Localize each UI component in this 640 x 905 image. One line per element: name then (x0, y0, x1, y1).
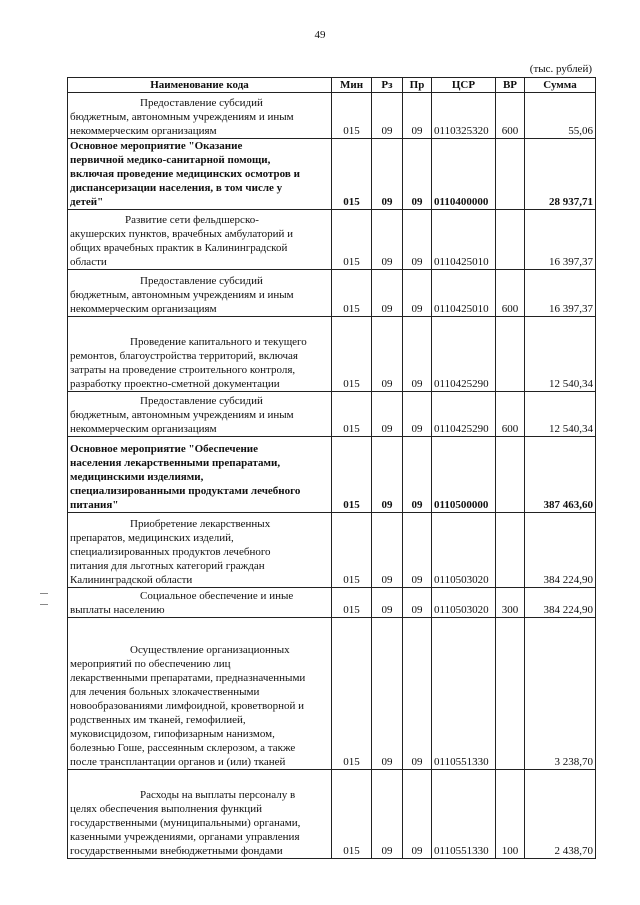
row-csr: 0110425010 (432, 210, 496, 270)
row-rz: 09 (372, 317, 403, 392)
header-csr: ЦСР (432, 78, 496, 93)
row-name: Осуществление организационных мероприятий по обеспечению лиц лекарственными препаратами, предназначенными для лечения больных злокачественными новообразованиями лимфоидной, кроветворной и родственных им тканей, гемофилией, муковисцидозом, гипофизарным нанизмом, болезнью Гоше, рассеянным склерозом, а также после трансплантации органов и (или) тканей (68, 618, 332, 770)
row-pr: 09 (403, 210, 432, 270)
row-sum: 384 224,90 (525, 588, 596, 618)
row-csr: 0110425290 (432, 392, 496, 437)
row-rz: 09 (372, 93, 403, 139)
page-number: 49 (314, 29, 326, 41)
header-name: Наименование кода (68, 78, 332, 93)
row-rz: 09 (372, 139, 403, 210)
row-pr: 09 (403, 513, 432, 588)
row-csr: 0110425290 (432, 317, 496, 392)
margin-mark (40, 593, 48, 594)
row-rz: 09 (372, 270, 403, 317)
row-rz: 09 (372, 513, 403, 588)
margin-mark (40, 604, 48, 605)
row-vr: 600 (496, 93, 525, 139)
row-name: Предоставление субсидий бюджетным, автономным учреждениям и иным некоммерческим организациям (68, 392, 332, 437)
row-min: 015 (332, 392, 372, 437)
row-csr: 0110325320 (432, 93, 496, 139)
row-vr (496, 437, 525, 513)
units-label: (тыс. рублей) (529, 63, 592, 75)
table-row (68, 210, 596, 270)
row-sum: 387 463,60 (525, 437, 596, 513)
row-name: Проведение капитального и текущего ремонтов, благоустройства территорий, включая затраты на проведение строительного контроля, разработку проектно-сметной документации (68, 317, 332, 392)
row-name: Основное мероприятие "Обеспечение населения лекарственными препаратами, медицинскими изделиями, специализированными продуктами лечебного питания" (68, 437, 332, 513)
row-vr (496, 513, 525, 588)
budget-table (67, 77, 596, 859)
row-sum: 16 397,37 (525, 270, 596, 317)
row-name: Приобретение лекарственных препаратов, медицинских изделий, специализированных продуктов лечебного питания для льготных категорий граждан Калининградской области (68, 513, 332, 588)
table-row (68, 317, 596, 392)
row-sum: 55,06 (525, 93, 596, 139)
header-min: Мин (332, 78, 372, 93)
row-min: 015 (332, 270, 372, 317)
row-min: 015 (332, 770, 372, 859)
row-min: 015 (332, 317, 372, 392)
row-vr (496, 317, 525, 392)
row-sum: 12 540,34 (525, 392, 596, 437)
row-csr: 0110551330 (432, 618, 496, 770)
row-sum: 384 224,90 (525, 513, 596, 588)
table-row (68, 513, 596, 588)
row-vr (496, 618, 525, 770)
table-row (68, 93, 596, 139)
row-pr: 09 (403, 93, 432, 139)
header-sum: Сумма (525, 78, 596, 93)
row-vr: 600 (496, 270, 525, 317)
row-name: Предоставление субсидий бюджетным, автономным учреждениям и иным некоммерческим организациям (68, 270, 332, 317)
row-csr: 0110425010 (432, 270, 496, 317)
row-min: 015 (332, 210, 372, 270)
table-header-row (68, 78, 596, 93)
row-rz: 09 (372, 588, 403, 618)
table-row (68, 139, 596, 210)
header-pr: Пр (403, 78, 432, 93)
row-rz: 09 (372, 210, 403, 270)
row-min: 015 (332, 618, 372, 770)
header-rz: Рз (372, 78, 403, 93)
header-vr: ВР (496, 78, 525, 93)
row-min: 015 (332, 437, 372, 513)
row-pr: 09 (403, 437, 432, 513)
row-pr: 09 (403, 392, 432, 437)
table-row (68, 588, 596, 618)
row-min: 015 (332, 513, 372, 588)
row-name: Социальное обеспечение и иные выплаты населению (68, 588, 332, 618)
row-sum: 2 438,70 (525, 770, 596, 859)
row-name: Основное мероприятие "Оказание первичной медико-санитарной помощи, включая проведение медицинских осмотров и диспансеризации населения, в том числе у детей" (68, 139, 332, 210)
row-pr: 09 (403, 317, 432, 392)
row-rz: 09 (372, 437, 403, 513)
row-sum: 3 238,70 (525, 618, 596, 770)
row-vr: 300 (496, 588, 525, 618)
table-row (68, 392, 596, 437)
row-rz: 09 (372, 392, 403, 437)
table-row (68, 270, 596, 317)
row-vr (496, 210, 525, 270)
row-min: 015 (332, 139, 372, 210)
row-sum: 16 397,37 (525, 210, 596, 270)
row-csr: 0110503020 (432, 513, 496, 588)
table-row (68, 618, 596, 770)
row-min: 015 (332, 588, 372, 618)
row-vr (496, 139, 525, 210)
table-row (68, 437, 596, 513)
row-csr: 0110500000 (432, 437, 496, 513)
table-row (68, 770, 596, 859)
row-vr: 100 (496, 770, 525, 859)
row-name: Предоставление субсидий бюджетным, автономным учреждениям и иным некоммерческим организациям (68, 93, 332, 139)
row-pr: 09 (403, 770, 432, 859)
row-csr: 0110551330 (432, 770, 496, 859)
row-rz: 09 (372, 770, 403, 859)
row-vr: 600 (496, 392, 525, 437)
row-pr: 09 (403, 618, 432, 770)
row-pr: 09 (403, 139, 432, 210)
row-sum: 28 937,71 (525, 139, 596, 210)
row-sum: 12 540,34 (525, 317, 596, 392)
row-pr: 09 (403, 588, 432, 618)
row-name: Расходы на выплаты персоналу в целях обеспечения выполнения функций государственными (муниципальными) органами, казенными учреждениями, органами управления государственными внебюджетными фондами (68, 770, 332, 859)
row-name: Развитие сети фельдшерско- акушерских пунктов, врачебных амбулаторий и общих врачебных практик в Калининградской области (68, 210, 332, 270)
row-csr: 0110503020 (432, 588, 496, 618)
row-csr: 0110400000 (432, 139, 496, 210)
row-min: 015 (332, 93, 372, 139)
row-rz: 09 (372, 618, 403, 770)
row-pr: 09 (403, 270, 432, 317)
